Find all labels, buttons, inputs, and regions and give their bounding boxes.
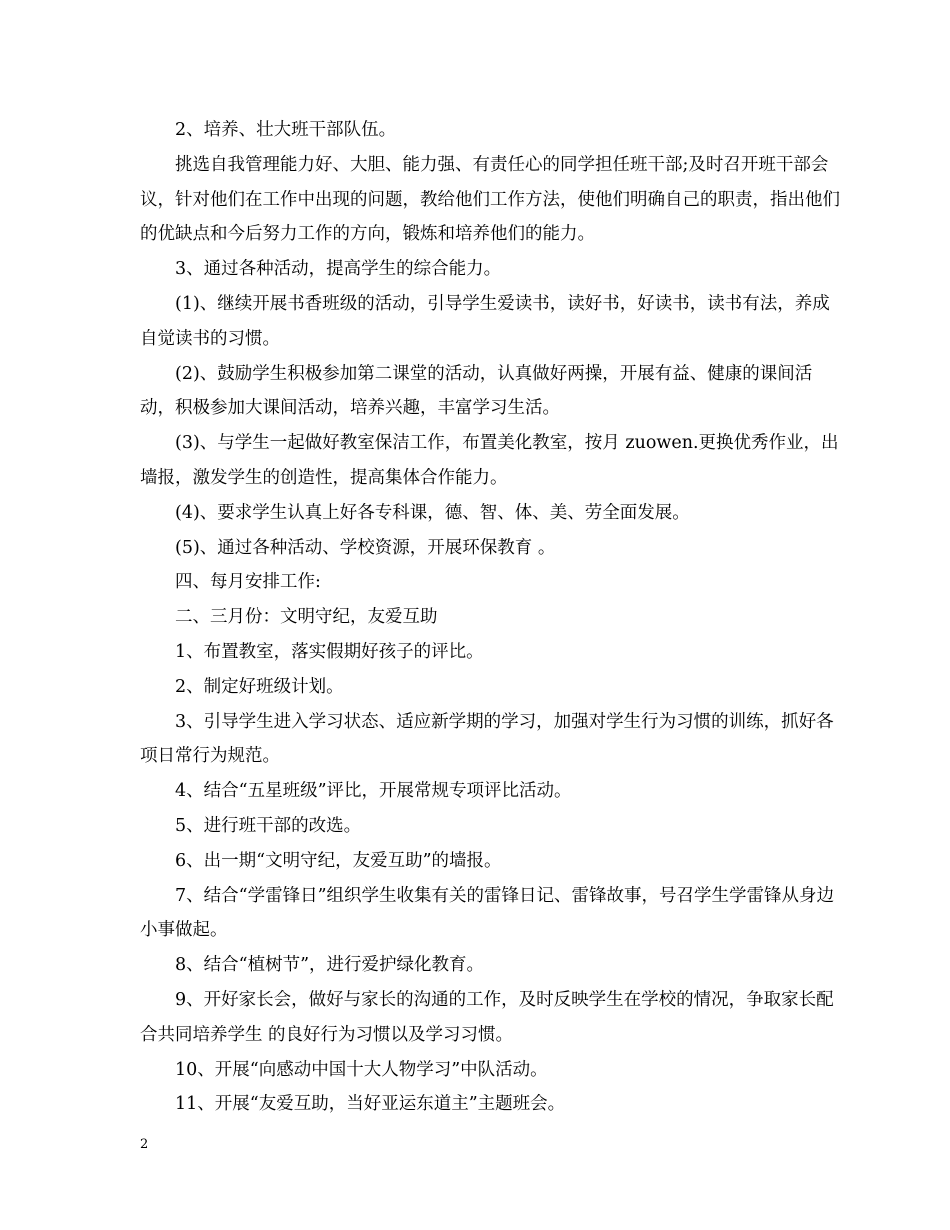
paragraph: (4)、要求学生认真上好各专科课，德、智、体、美、劳全面发展。 (175, 502, 690, 523)
paragraph: 3、通过各种活动，提高学生的综合能力。 (175, 259, 502, 280)
paragraph: (1)、继续开展书香班级的活动，引导学生爱读书，读好书，好读书，读书有法，养成自觉读书的习惯。 (140, 293, 830, 349)
paragraph: 6、出一期“文明守纪，友爱互助”的墙报。 (175, 850, 502, 871)
paragraph: 7、结合“学雷锋日”组织学生收集有关的雷锋日记、雷锋故事，号召学生学雷锋从身边小事做起。 (140, 885, 835, 941)
paragraph: 9、开好家长会，做好与家长的沟通的工作，及时反映学生在学校的情况，争取家长配合共同培养学生 的良好行为习惯以及学习习惯。 (140, 989, 834, 1045)
paragraph: 2、制定好班级计划。 (175, 676, 344, 697)
paragraph: 挑选自我管理能力好、大胆、能力强、有责任心的同学担任班干部;及时召开班干部会议，针对他们在工作中出现的问题，教给他们工作方法，使他们明确自己的职责，指出他们的优缺点和今后努力工作的方向，锻炼和培养他们的能力。 (140, 154, 840, 245)
paragraph: 8、结合“植树节”，进行爱护绿化教育。 (175, 955, 485, 976)
paragraph: 11、开展“友爱互助，当好亚运东道主”主题班会。 (175, 1094, 566, 1115)
paragraph: 1、布置教室，落实假期好孩子的评比。 (175, 641, 484, 662)
page-number: 2 (140, 1137, 149, 1152)
paragraph: (2)、鼓励学生积极参加第二课堂的活动，认真做好两操，开展有益、健康的课间活动，积极参加大课间活动，培养兴趣，丰富学习生活。 (140, 363, 813, 419)
paragraph: (3)、与学生一起做好教室保洁工作，布置美化教室，按月 zuowen.更换优秀作业，出墙报，激发学生的创造性，提高集体合作能力。 (140, 433, 839, 488)
paragraph: 4、结合“五星班级”评比，开展常规专项评比活动。 (175, 781, 572, 802)
paragraph: (5)、通过各种活动、学校资源，开展环保教育 。 (175, 537, 556, 558)
document-body (140, 113, 840, 1122)
paragraph: 2、培养、壮大班干部队伍。 (175, 120, 397, 140)
paragraph: 10、开展“向感动中国十大人物学习”中队活动。 (175, 1059, 548, 1080)
paragraph: 3、引导学生进入学习状态、适应新学期的学习，加强对学生行为习惯的训练，抓好各项日常行为规范。 (140, 711, 834, 767)
subsection-heading: 二、三月份：文明守纪，友爱互助 (175, 607, 438, 628)
paragraph: 5、进行班干部的改选。 (175, 815, 362, 836)
section-heading: 四、每月安排工作: (175, 572, 321, 593)
